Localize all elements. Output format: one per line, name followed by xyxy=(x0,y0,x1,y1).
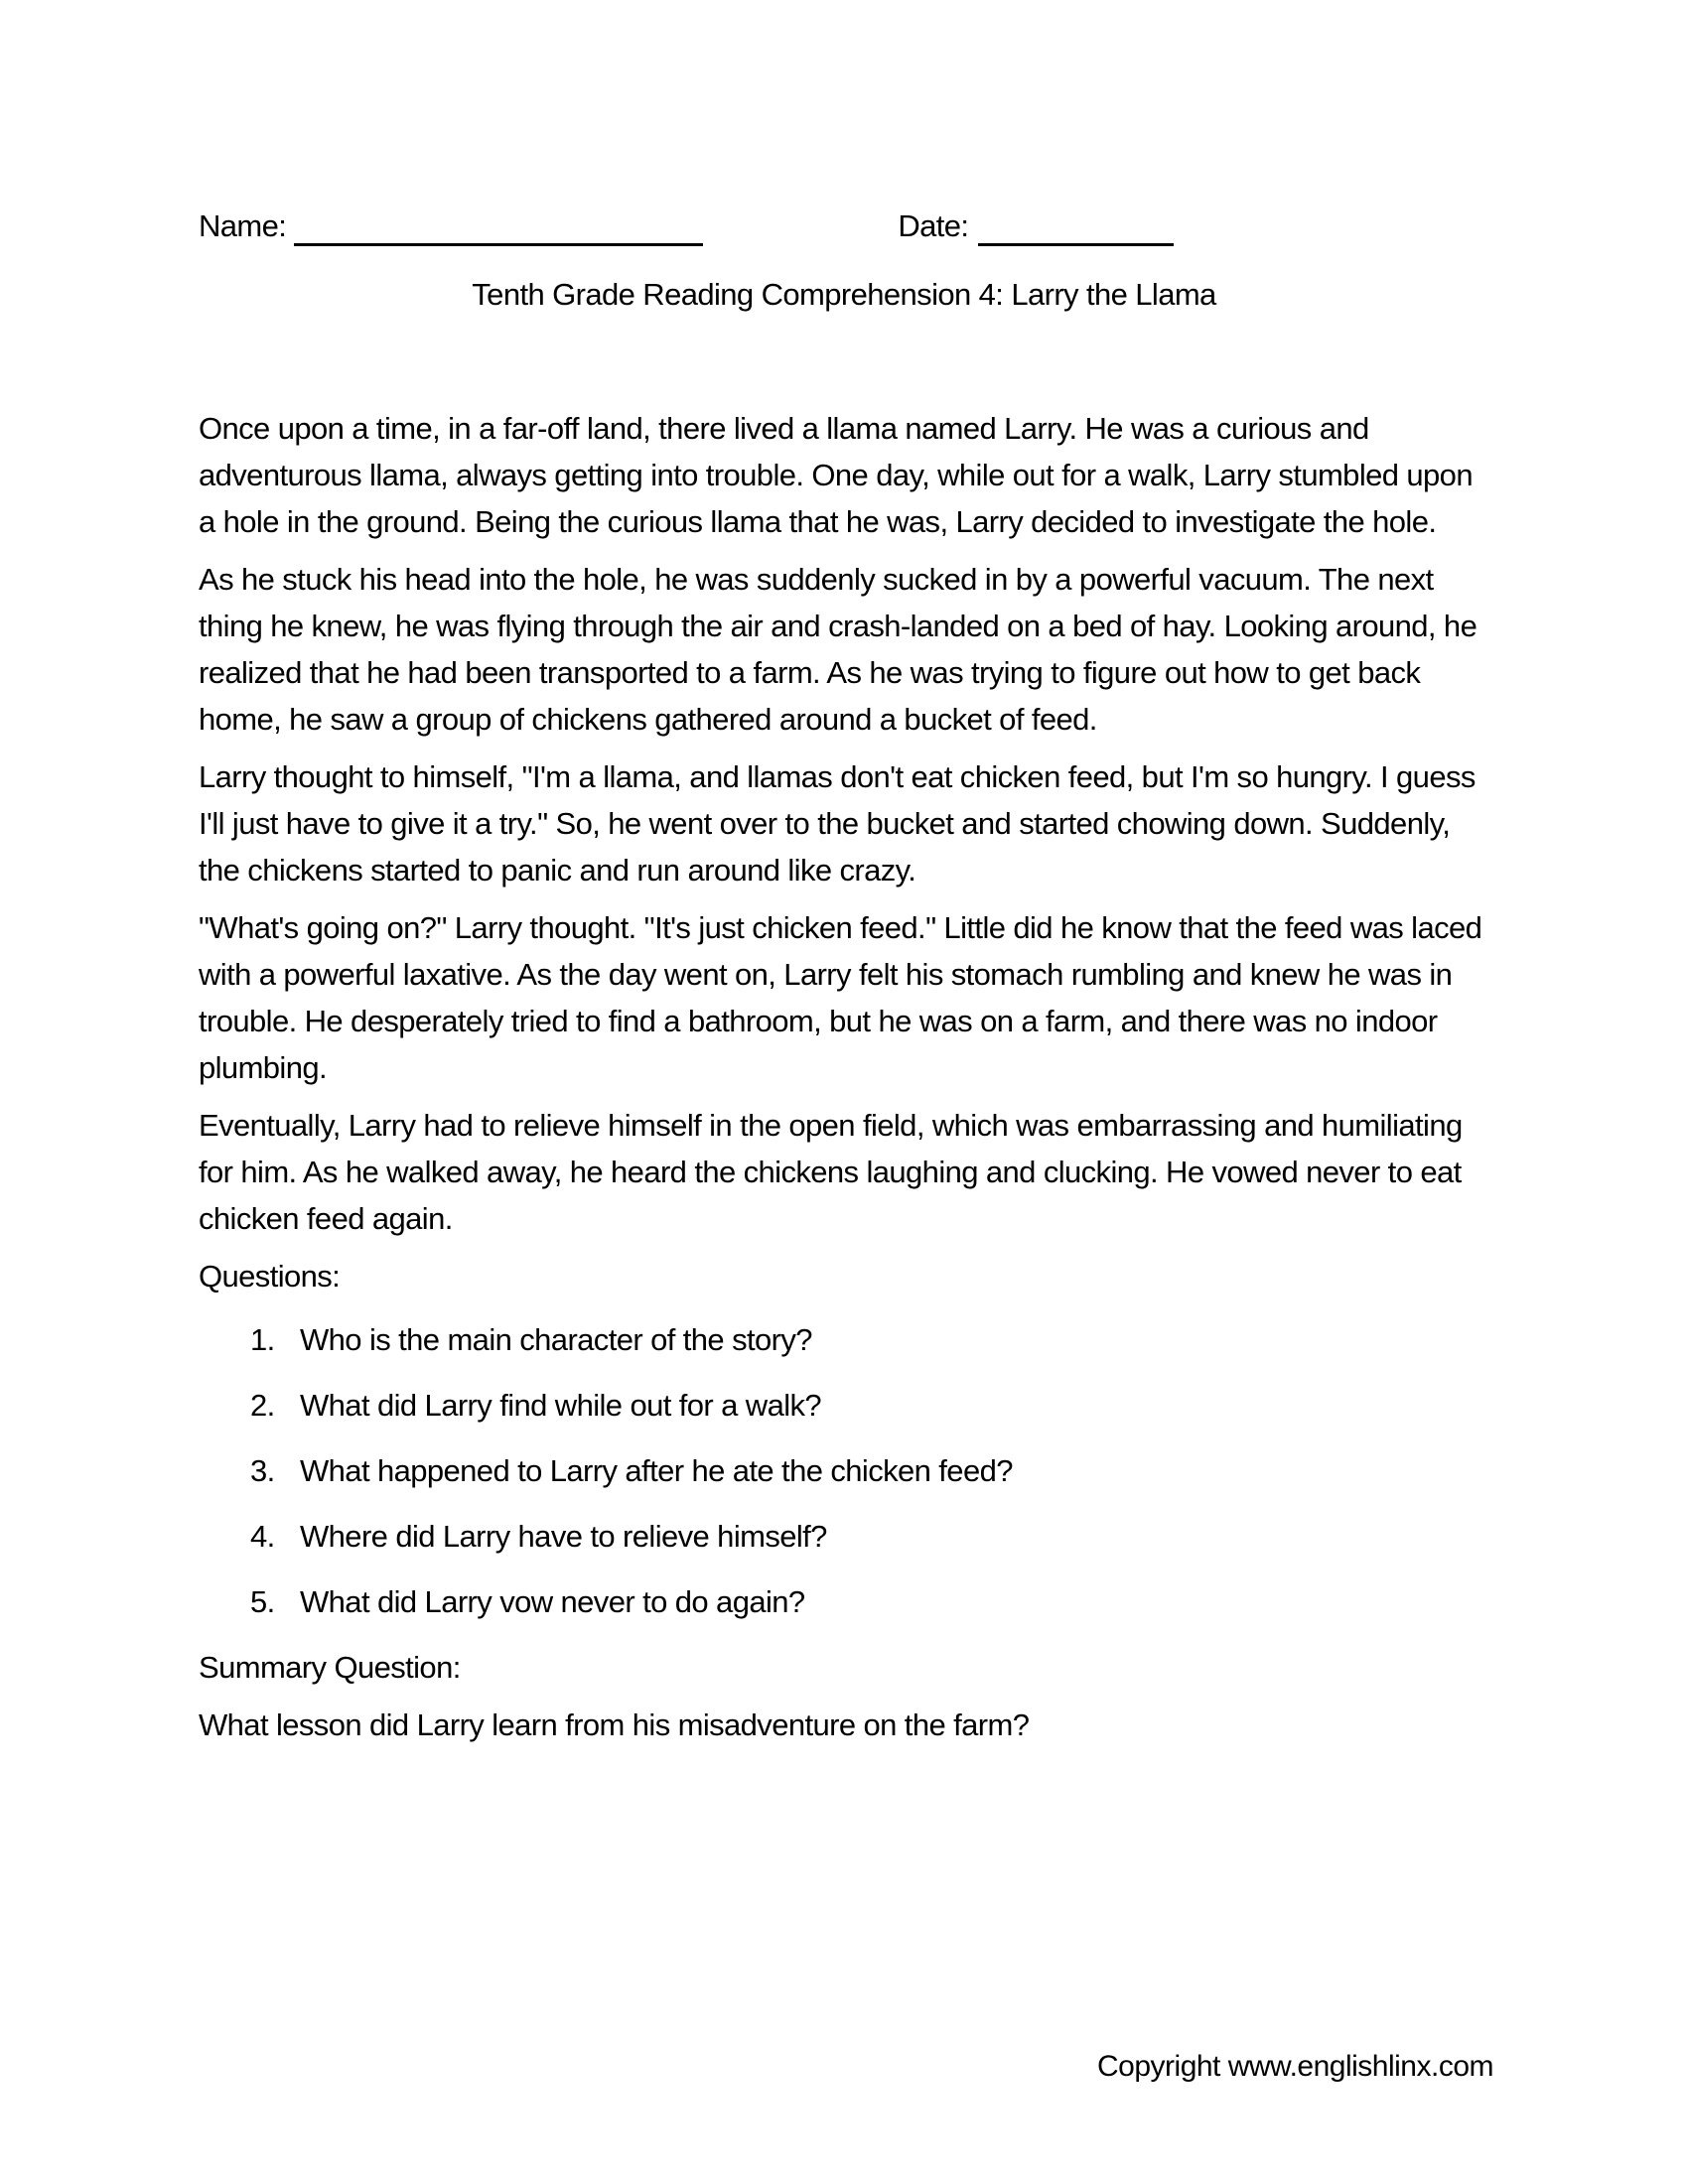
question-number: 3. xyxy=(250,1453,275,1488)
summary-question-text: What lesson did Larry learn from his misadventure on the farm? xyxy=(199,1707,1030,1742)
question-number: 4. xyxy=(250,1519,275,1554)
date-blank-line xyxy=(978,207,1174,246)
copyright-footer: Copyright www.englishlinx.com xyxy=(1097,2050,1493,2083)
story-paragraph-2: As he stuck his head into the hole, he was suddenly sucked in by a powerful vacuum. The next thing he knew, he was flying through the air and crash-landed on a bed of hay. Looking around, he realized that he had been transported to a farm. As he was trying to figure out how to get back home, he saw a group of chickens gathered around a bucket of feed. xyxy=(199,562,1477,737)
questions-list xyxy=(199,1316,1489,1625)
worksheet-content xyxy=(199,199,1489,1748)
name-blank-line xyxy=(294,207,703,246)
question-item-2 xyxy=(199,1382,1489,1429)
question-item-3 xyxy=(199,1447,1489,1494)
worksheet-title: Tenth Grade Reading Comprehension 4: Larry the Llama xyxy=(472,277,1216,312)
question-item-1 xyxy=(199,1316,1489,1363)
question-text: What did Larry find while out for a walk? xyxy=(300,1388,822,1423)
date-label: Date: xyxy=(898,208,969,243)
question-number: 5. xyxy=(250,1584,275,1619)
question-number: 2. xyxy=(250,1388,275,1423)
question-item-5 xyxy=(199,1578,1489,1625)
question-text: What happened to Larry after he ate the chicken feed? xyxy=(300,1453,1013,1488)
question-number: 1. xyxy=(250,1322,275,1357)
story-paragraph-3: Larry thought to himself, "I'm a llama, and llamas don't eat chicken feed, but I'm so hungry. I guess I'll just have to give it a try." So, he went over to the bucket and started chowing down. Suddenly, the chickens started to panic and run around like crazy. xyxy=(199,759,1476,887)
story-section xyxy=(199,405,1489,1242)
question-text: Where did Larry have to relieve himself? xyxy=(300,1519,827,1554)
question-item-4 xyxy=(199,1513,1489,1560)
name-label: Name: xyxy=(199,208,287,243)
question-text: What did Larry vow never to do again? xyxy=(300,1584,805,1619)
question-text: Who is the main character of the story? xyxy=(300,1322,812,1357)
story-paragraph-4: "What's going on?" Larry thought. "It's just chicken feed." Little did he know that the feed was laced with a powerful laxative. As the day went on, Larry felt his stomach rumbling and knew he was in trouble. He desperately tried to find a bathroom, but he was on a farm, and there was no indoor plumbing. xyxy=(199,910,1482,1085)
story-paragraph-1: Once upon a time, in a far-off land, there lived a llama named Larry. He was a curious and adventurous llama, always getting into trouble. One day, while out for a walk, Larry stumbled upon a hole in the ground. Being the curious llama that he was, Larry decided to investigate the hole. xyxy=(199,411,1473,539)
questions-label: Questions: xyxy=(199,1259,341,1294)
name-date-row xyxy=(199,199,1489,246)
summary-question-label: Summary Question: xyxy=(199,1650,461,1685)
story-paragraph-5: Eventually, Larry had to relieve himself in the open field, which was embarrassing and humiliating for him. As he walked away, he heard the chickens laughing and clucking. He vowed never to eat chicken feed again. xyxy=(199,1108,1463,1236)
